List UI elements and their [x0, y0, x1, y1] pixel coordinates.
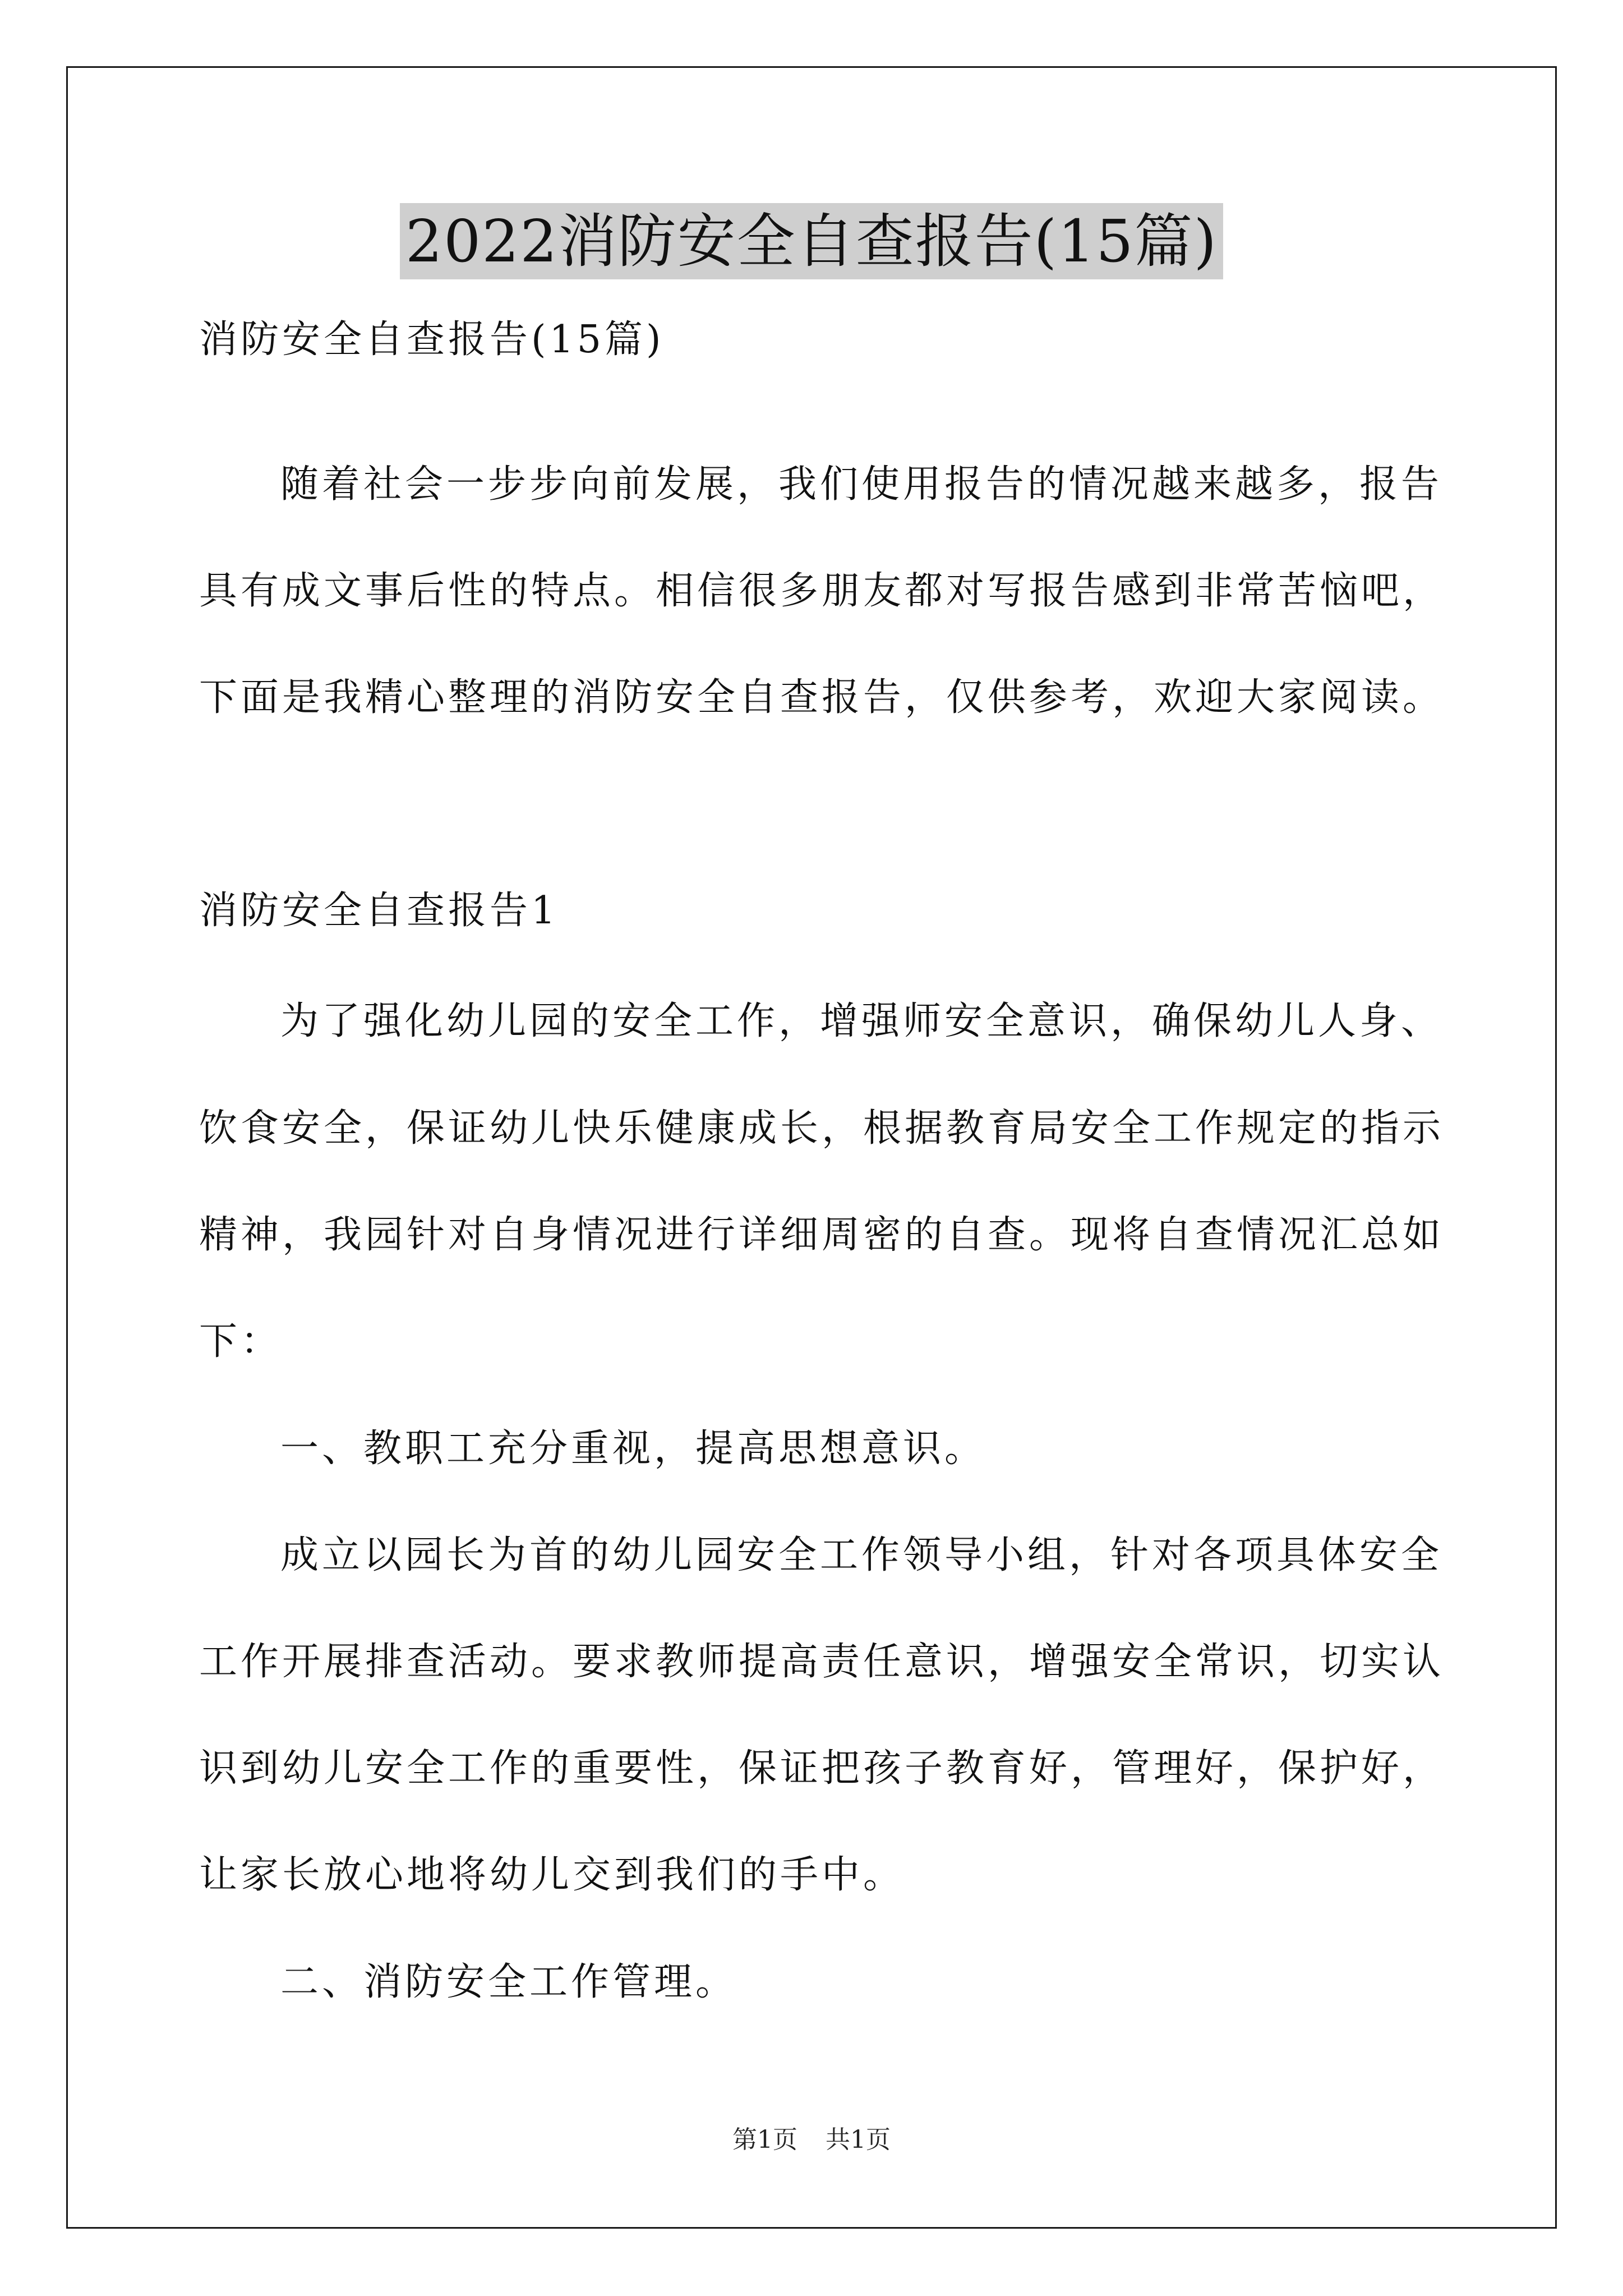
- subheading-two: 二、消防安全工作管理。: [280, 1960, 737, 2004]
- para2-line-4: 让家长放心地将幼儿交到我们的手中。: [199, 1853, 905, 1897]
- section-heading-1: 消防安全自查报告1: [199, 889, 559, 933]
- intro-line-2: 具有成文事后性的特点。相信很多朋友都对写报告感到非常苦恼吧，: [199, 569, 1445, 613]
- title-wrapper: [0, 203, 1623, 279]
- document-title: 2022消防安全自查报告(15篇): [400, 203, 1223, 279]
- para1-line-3: 精神，我园针对自身情况进行详细周密的自查。现将自查情况汇总如: [199, 1213, 1445, 1257]
- para2-line-3: 识到幼儿安全工作的重要性，保证把孩子教育好，管理好，保护好，: [199, 1746, 1445, 1791]
- intro-line-3: 下面是我精心整理的消防安全自查报告，仅供参考，欢迎大家阅读。: [199, 675, 1445, 720]
- subtitle-line: 消防安全自查报告(15篇): [199, 318, 665, 362]
- para2-line-2: 工作开展排查活动。要求教师提高责任意识，增强安全常识，切实认: [199, 1640, 1445, 1684]
- para1-line-2: 饮食安全，保证幼儿快乐健康成长，根据教育局安全工作规定的指示: [199, 1106, 1445, 1151]
- para2-line-1: 成立以园长为首的幼儿园安全工作领导小组，针对各项具体安全: [280, 1533, 1443, 1577]
- page-number-total: 共1页: [826, 2125, 891, 2154]
- page-footer: [0, 2123, 1623, 2157]
- intro-line-1: 随着社会一步步向前发展，我们使用报告的情况越来越多，报告: [280, 462, 1443, 507]
- para1-line-4: 下：: [199, 1319, 283, 1364]
- subheading-one: 一、教职工充分重视，提高思想意识。: [280, 1427, 986, 1471]
- page-number-current: 第1页: [732, 2125, 797, 2154]
- para1-line-1: 为了强化幼儿园的安全工作，增强师安全意识，确保幼儿人身、: [280, 999, 1443, 1043]
